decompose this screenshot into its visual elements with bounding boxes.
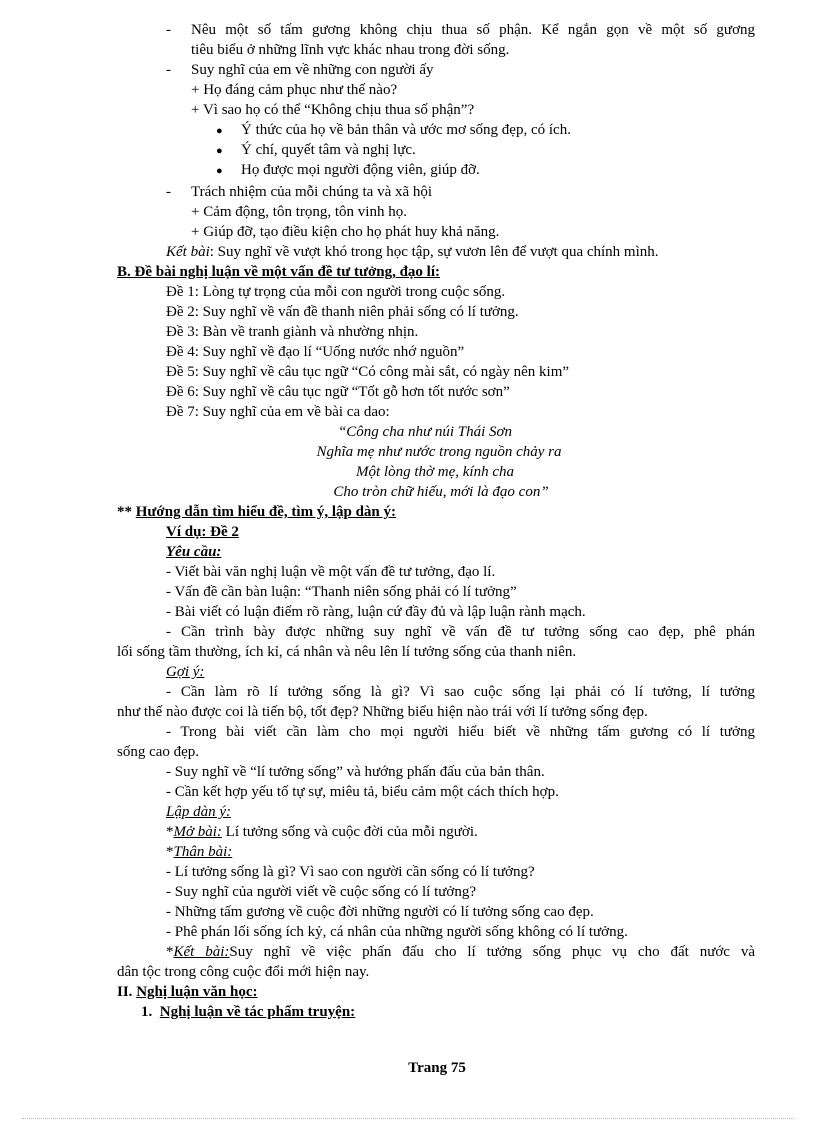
paragraph-line: + Cảm động, tôn trọng, tôn vinh họ. [191, 204, 407, 220]
paragraph-line: + Họ đáng cảm phục như thế nào? [191, 82, 398, 98]
bullet-item: Ý chí, quyết tâm và nghị lực. [241, 142, 416, 158]
bullet-item: Họ được mọi người động viên, giúp đỡ. [241, 162, 480, 178]
poem-line: Cho tròn chữ hiếu, mới là đạo con” [333, 484, 549, 500]
page-bottom-border [22, 1118, 794, 1119]
requirement-item: - Vấn đề cần bàn luận: “Thanh niên sống phải có lí tưởng” [166, 584, 517, 600]
conclusion-line-2: dân tộc trong công cuộc đổi mới hiện nay. [117, 964, 370, 980]
suggestions-label: Gợi ý: [166, 664, 205, 680]
ket-bai-line [166, 242, 659, 262]
topic-item: Đề 2: Suy nghĩ về vấn đề thanh niên phải sống có lí tưởng. [166, 304, 519, 320]
body-item: - Những tấm gương về cuộc đời những người có lí tưởng sống cao đẹp. [166, 904, 594, 920]
requirement-item: - Cần trình bày được những suy nghĩ về vấn đề tư tưởng sống cao đẹp, phê phán [166, 624, 755, 640]
outline-label: Lập dàn ý: [166, 804, 231, 820]
list-dash: - [166, 184, 171, 200]
subsection-title: Nghị luận về tác phẩm truyện: [159, 1004, 356, 1020]
suggestion-item: - Cần kết hợp yếu tố tự sự, miêu tả, biểu cảm một cách thích hợp. [166, 784, 559, 800]
intro-line [166, 822, 478, 842]
paragraph-line: Trách nhiệm của mỗi chúng ta và xã hội [191, 184, 433, 200]
suggestion-item: như thế nào được coi là tiến bộ, tốt đẹp? Những biểu hiện nào trái với lí tưởng sống đẹp. [117, 704, 648, 720]
bullet-icon: ● [216, 165, 223, 177]
suggestion-item: sống cao đẹp. [117, 744, 200, 760]
intro-text: Lí tưởng sống và cuộc đời của mỗi người. [221, 824, 478, 840]
guide-heading-line [117, 502, 396, 522]
requirement-item: - Viết bài văn nghị luận về một vấn đề tư tưởng, đạo lí. [166, 564, 496, 580]
conclusion-label: Kết bài: [173, 944, 230, 960]
body-label-line [166, 842, 232, 862]
list-dash: - [166, 62, 171, 78]
topic-item: Đề 4: Suy nghĩ về đạo lí “Uống nước nhớ nguồn” [166, 344, 465, 360]
topic-item: Đề 5: Suy nghĩ về câu tục ngữ “Có công mài sắt, có ngày nên kim” [166, 364, 570, 380]
suggestion-item: - Trong bài viết cần làm cho mọi người hiểu biết về những tấm gương có lí tưởng [166, 724, 755, 740]
poem-line: Nghĩa mẹ như nước trong nguồn chảy ra [316, 444, 562, 460]
poem-line: Một lòng thờ mẹ, kính cha [356, 464, 514, 480]
poem-line: “Công cha như núi Thái Sơn [337, 424, 513, 440]
section-ii-number: II. [117, 984, 133, 1000]
section-ii-heading [117, 982, 257, 1002]
ket-bai-text: : Suy nghĩ về vượt khó trong học tập, sự vươn lên để vượt qua chính mình. [209, 244, 659, 260]
topic-item: Đề 1: Lòng tự trọng của mỗi con người trong cuộc sống. [166, 284, 506, 300]
conclusion-text: Suy nghĩ về việc phấn đấu cho lí tưởng sống phục vụ cho đất nước và [229, 944, 755, 960]
intro-label: Mở bài: [173, 824, 222, 840]
page-number: Trang 75 [408, 1060, 466, 1076]
bullet-icon: ● [216, 145, 223, 157]
list-dash: - [166, 22, 171, 38]
body-item: - Phê phán lối sống ích kỷ, cá nhân của những người sống không có lí tưởng. [166, 924, 628, 940]
conclusion-star: * [166, 944, 174, 960]
paragraph-line: Nêu một số tấm gương không chịu thua số phận. Kể ngắn gọn về một số gương [191, 22, 755, 38]
body-item: - Lí tưởng sống là gì? Vì sao con người cần sống có lí tưởng? [166, 864, 535, 880]
topic-item: Đề 6: Suy nghĩ về câu tục ngữ “Tốt gỗ hơn tốt nước sơn” [166, 384, 510, 400]
guide-stars: ** [117, 504, 136, 520]
requirement-item: lối sống tầm thường, ích kỉ, cá nhân và nêu lên lí tưởng sống của thanh niên. [117, 644, 577, 660]
topic-item: Đề 7: Suy nghĩ của em về bài ca dao: [166, 404, 390, 420]
section-ii-title: Nghị luận văn học: [136, 984, 258, 1000]
bullet-item: Ý thức của họ về bản thân và ước mơ sống đẹp, có ích. [241, 122, 571, 138]
topic-item: Đề 3: Bàn về tranh giành và nhường nhịn. [166, 324, 419, 340]
suggestion-item: - Suy nghĩ về “lí tưởng sống” và hướng phấn đấu của bản thân. [166, 764, 545, 780]
body-item: - Suy nghĩ của người viết về cuộc sống có lí tưởng? [166, 884, 476, 900]
intro-star: * [166, 824, 174, 840]
section-b-heading: B. Đề bài nghị luận về một vấn đề tư tưởng, đạo lí: [117, 264, 441, 280]
paragraph-line: tiêu biểu ở những lĩnh vực khác nhau trong đời sống. [191, 42, 510, 58]
paragraph-line: + Vì sao họ có thể “Không chịu thua số phận”? [191, 102, 475, 118]
paragraph-line: Suy nghĩ của em về những con người ấy [191, 62, 434, 78]
requirement-item: - Bài viết có luận điểm rõ ràng, luận cứ đầy đủ và lập luận rành mạch. [166, 604, 586, 620]
paragraph-line: + Giúp đỡ, tạo điều kiện cho họ phát huy khả năng. [191, 224, 500, 240]
requirements-label: Yêu cầu: [166, 544, 222, 560]
suggestion-item: - Cần làm rõ lí tưởng sống là gì? Vì sao cuộc sống lại phải có lí tưởng, lí tưởng [166, 684, 755, 700]
example-label: Ví dụ: Đề 2 [166, 524, 239, 540]
body-label: Thân bài: [173, 844, 233, 860]
bullet-icon: ● [216, 125, 223, 137]
conclusion-line [166, 942, 755, 962]
subsection-heading [141, 1002, 355, 1022]
ket-bai-label: Kết bài [166, 244, 210, 260]
body-star: * [166, 844, 174, 860]
subsection-number: 1. [141, 1004, 153, 1020]
guide-heading: Hướng dẫn tìm hiểu đề, tìm ý, lập dàn ý: [135, 504, 397, 520]
